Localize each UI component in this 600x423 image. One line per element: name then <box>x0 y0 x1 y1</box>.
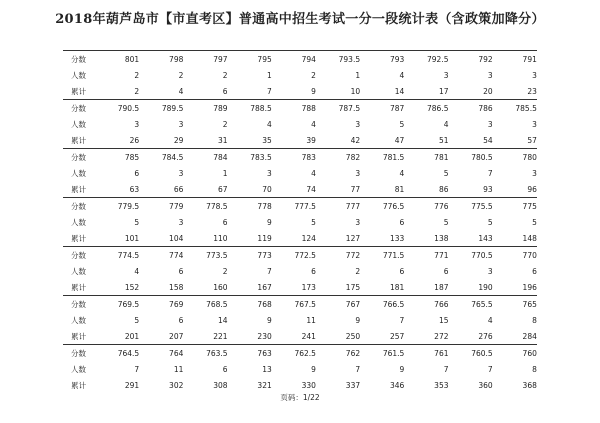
table-cell: 3 <box>178 168 184 178</box>
table-cell: 3 <box>134 119 140 129</box>
table-cell: 3 <box>532 119 537 129</box>
table-row-count <box>63 165 537 181</box>
table-cell: 201 <box>124 331 140 341</box>
table-cell: 786 <box>478 103 493 113</box>
table-cell: 4 <box>487 315 493 325</box>
table-cell: 769 <box>169 299 184 309</box>
table-row-score <box>63 100 537 116</box>
table-cell: 762.5 <box>294 348 316 358</box>
row-label: 人数 <box>71 364 86 374</box>
table-cell: 9 <box>355 315 361 325</box>
table-cell: 6 <box>532 266 537 276</box>
row-label: 分数 <box>71 250 86 260</box>
table-cell: 770.5 <box>471 250 493 260</box>
table-cell: 101 <box>124 233 140 243</box>
table-cell: 6 <box>311 266 316 276</box>
table-cell: 770 <box>522 250 537 260</box>
table-cell: 119 <box>257 233 272 243</box>
table-cell: 11 <box>173 364 184 374</box>
table-cell: 790.5 <box>117 103 140 113</box>
table-row-score <box>63 345 537 361</box>
table-cell: 767.5 <box>294 299 316 309</box>
table-cell: 771.5 <box>382 250 405 260</box>
table-cell: 766 <box>434 299 449 309</box>
table-cell: 6 <box>222 217 228 227</box>
table-cell: 181 <box>389 282 405 292</box>
table-cell: 4 <box>399 70 405 80</box>
table-cell: 9 <box>311 364 316 374</box>
table-cell: 779 <box>169 201 184 211</box>
table-row-count <box>63 312 537 328</box>
table-cell: 768.5 <box>206 299 228 309</box>
table-cell: 4 <box>266 119 272 129</box>
table-cell: 2 <box>134 86 140 96</box>
table-row-count <box>63 361 537 377</box>
table-row-cumulative <box>63 377 537 393</box>
table-cell: 2 <box>222 119 228 129</box>
table-cell: 104 <box>169 233 184 243</box>
table-cell: 8 <box>532 315 537 325</box>
table-cell: 773.5 <box>206 250 228 260</box>
table-cell: 110 <box>213 233 228 243</box>
table-cell: 767 <box>345 299 361 309</box>
table-cell: 792.5 <box>427 54 449 64</box>
table-cell: 764.5 <box>117 348 140 358</box>
table-cell: 776 <box>434 201 449 211</box>
table-block <box>63 148 537 197</box>
row-label: 人数 <box>71 119 86 129</box>
table-cell: 4 <box>399 168 405 178</box>
table-cell: 346 <box>389 380 405 390</box>
table-cell: 787.5 <box>338 103 361 113</box>
table-cell: 4 <box>443 119 449 129</box>
table-cell: 29 <box>173 135 184 145</box>
table-cell: 1 <box>355 70 361 80</box>
table-cell: 190 <box>478 282 493 292</box>
table-cell: 57 <box>527 135 537 145</box>
table-cell: 787 <box>389 103 405 113</box>
table-cell: 26 <box>129 135 140 145</box>
table-row-score <box>63 198 537 214</box>
table-cell: 788 <box>301 103 316 113</box>
table-cell: 13 <box>262 364 272 374</box>
table-cell: 791 <box>522 54 537 64</box>
table-cell: 31 <box>218 135 228 145</box>
table-cell: 781 <box>434 152 449 162</box>
table-row-cumulative <box>63 230 537 246</box>
table-cell: 786.5 <box>427 103 449 113</box>
table-cell: 2 <box>222 266 228 276</box>
table-cell: 777.5 <box>294 201 316 211</box>
table-cell: 6 <box>178 315 184 325</box>
table-cell: 124 <box>301 233 316 243</box>
table-cell: 793 <box>389 54 405 64</box>
table-cell: 158 <box>169 282 184 292</box>
table-cell: 7 <box>487 364 493 374</box>
table-cell: 797 <box>213 54 228 64</box>
table-cell: 769.5 <box>117 299 140 309</box>
table-cell: 775.5 <box>471 201 493 211</box>
table-cell: 2 <box>355 266 361 276</box>
table-cell: 782 <box>345 152 361 162</box>
table-cell: 14 <box>394 86 405 96</box>
row-label: 累计 <box>71 380 86 390</box>
table-cell: 15 <box>438 315 449 325</box>
table-row-count <box>63 116 537 132</box>
table-cell: 7 <box>355 364 361 374</box>
table-row-cumulative <box>63 181 537 197</box>
table-cell: 291 <box>124 380 140 390</box>
table-cell: 783.5 <box>250 152 272 162</box>
table-row-cumulative <box>63 328 537 344</box>
table-cell: 39 <box>306 135 316 145</box>
table-cell: 766.5 <box>382 299 405 309</box>
table-cell: 3 <box>532 168 537 178</box>
table-cell: 221 <box>213 331 228 341</box>
table-cell: 792 <box>478 54 493 64</box>
table-cell: 772 <box>345 250 361 260</box>
table-cell: 3 <box>355 119 361 129</box>
table-cell: 337 <box>345 380 361 390</box>
table-cell: 6 <box>222 364 228 374</box>
table-cell: 284 <box>522 331 537 341</box>
document-title: 2018年葫芦岛市【市直考区】普通高中招生考试一分一段统计表（含政策加降分） <box>55 12 545 27</box>
table-cell: 63 <box>129 184 140 194</box>
table-cell: 795 <box>257 54 272 64</box>
table-cell: 10 <box>350 86 361 96</box>
table-cell: 801 <box>124 54 140 64</box>
table-cell: 207 <box>169 331 184 341</box>
table-cell: 2 <box>222 70 228 80</box>
row-label: 人数 <box>71 217 86 227</box>
table-cell: 5 <box>134 217 140 227</box>
table-row-score <box>63 247 537 263</box>
table-cell: 3 <box>443 70 449 80</box>
table-cell: 20 <box>483 86 493 96</box>
table-cell: 330 <box>301 380 316 390</box>
table-cell: 7 <box>266 86 272 96</box>
table-row-count <box>63 214 537 230</box>
table-cell: 241 <box>301 331 316 341</box>
row-label: 累计 <box>71 233 86 243</box>
table-block <box>63 344 537 393</box>
table-cell: 5 <box>443 217 449 227</box>
row-label: 人数 <box>71 168 86 178</box>
table-cell: 302 <box>169 380 184 390</box>
row-label: 分数 <box>71 348 86 358</box>
table-cell: 774 <box>169 250 184 260</box>
table-cell: 762 <box>345 348 361 358</box>
row-label: 分数 <box>71 152 86 162</box>
table-cell: 5 <box>311 217 316 227</box>
table-cell: 6 <box>399 217 405 227</box>
table-cell: 5 <box>532 217 537 227</box>
table-cell: 785.5 <box>515 103 537 113</box>
table-cell: 54 <box>483 135 493 145</box>
table-cell: 67 <box>218 184 228 194</box>
table-cell: 152 <box>124 282 140 292</box>
table-cell: 7 <box>487 168 493 178</box>
table-cell: 4 <box>311 168 316 178</box>
table-cell: 23 <box>527 86 537 96</box>
table-cell: 74 <box>306 184 316 194</box>
table-cell: 2 <box>178 70 184 80</box>
table-cell: 9 <box>266 217 272 227</box>
table-cell: 6 <box>134 168 140 178</box>
table-cell: 93 <box>483 184 493 194</box>
table-cell: 760 <box>522 348 537 358</box>
table-cell: 778 <box>257 201 272 211</box>
table-cell: 763 <box>257 348 272 358</box>
table-cell: 3 <box>532 70 537 80</box>
table-cell: 777 <box>345 201 361 211</box>
table-cell: 353 <box>434 380 449 390</box>
table-cell: 196 <box>522 282 537 292</box>
table-block <box>63 50 537 99</box>
table-cell: 42 <box>350 135 361 145</box>
table-cell: 775 <box>522 201 537 211</box>
table-cell: 66 <box>173 184 184 194</box>
table-cell: 760.5 <box>471 348 493 358</box>
row-label: 分数 <box>71 103 86 113</box>
row-label: 累计 <box>71 331 86 341</box>
table-cell: 143 <box>478 233 493 243</box>
table-cell: 70 <box>262 184 272 194</box>
table-cell: 761.5 <box>382 348 405 358</box>
table-cell: 1 <box>266 70 272 80</box>
table-cell: 784 <box>213 152 228 162</box>
table-cell: 7 <box>399 315 405 325</box>
row-label: 人数 <box>71 266 86 276</box>
row-label: 分数 <box>71 54 86 64</box>
table-cell: 1 <box>222 168 228 178</box>
row-label: 累计 <box>71 135 86 145</box>
table-cell: 47 <box>394 135 405 145</box>
table-cell: 17 <box>438 86 449 96</box>
table-row-cumulative <box>63 279 537 295</box>
table-cell: 127 <box>345 233 361 243</box>
table-cell: 2 <box>134 70 140 80</box>
table-row-cumulative <box>63 83 537 99</box>
table-cell: 138 <box>434 233 449 243</box>
table-cell: 6 <box>178 266 184 276</box>
table-cell: 6 <box>443 266 449 276</box>
row-label: 人数 <box>71 70 86 80</box>
table-cell: 133 <box>389 233 405 243</box>
row-label: 人数 <box>71 315 86 325</box>
row-label: 累计 <box>71 86 86 96</box>
table-cell: 789.5 <box>161 103 184 113</box>
row-label: 累计 <box>71 184 86 194</box>
table-row-count <box>63 263 537 279</box>
table-cell: 9 <box>266 315 272 325</box>
table-cell: 765.5 <box>471 299 493 309</box>
table-cell: 14 <box>218 315 228 325</box>
table-cell: 187 <box>434 282 449 292</box>
table-cell: 11 <box>306 315 316 325</box>
table-cell: 7 <box>134 364 140 374</box>
table-cell: 6 <box>222 86 228 96</box>
row-label: 分数 <box>71 299 86 309</box>
table-cell: 272 <box>434 331 449 341</box>
table-cell: 788.5 <box>250 103 272 113</box>
table-cell: 793.5 <box>338 54 361 64</box>
table-cell: 779.5 <box>117 201 140 211</box>
table-cell: 81 <box>394 184 405 194</box>
table-cell: 3 <box>355 217 361 227</box>
table-cell: 368 <box>522 380 537 390</box>
table-cell: 250 <box>345 331 361 341</box>
table-cell: 5 <box>443 168 449 178</box>
table-cell: 5 <box>399 119 405 129</box>
table-row-score <box>63 149 537 165</box>
table-cell: 2 <box>311 70 316 80</box>
table-cell: 780.5 <box>471 152 493 162</box>
table-cell: 784.5 <box>161 152 184 162</box>
table-cell: 96 <box>527 184 537 194</box>
table-cell: 776.5 <box>382 201 405 211</box>
row-label: 分数 <box>71 201 86 211</box>
table-cell: 3 <box>178 217 184 227</box>
table-cell: 257 <box>389 331 405 341</box>
table-row-score <box>63 51 537 67</box>
table-cell: 781.5 <box>382 152 405 162</box>
page-number: 页码：1/22 <box>280 393 320 402</box>
table-cell: 774.5 <box>117 250 140 260</box>
table-cell: 51 <box>438 135 449 145</box>
table-cell: 765 <box>522 299 537 309</box>
table-row-count <box>63 67 537 83</box>
table-cell: 3 <box>487 70 493 80</box>
table-cell: 5 <box>487 217 493 227</box>
table-block <box>63 99 537 148</box>
table-cell: 763.5 <box>206 348 228 358</box>
table-cell: 276 <box>478 331 493 341</box>
table-cell: 148 <box>522 233 537 243</box>
table-cell: 7 <box>443 364 449 374</box>
table-cell: 160 <box>213 282 228 292</box>
table-cell: 167 <box>257 282 272 292</box>
table-cell: 9 <box>311 86 316 96</box>
table-cell: 360 <box>478 380 493 390</box>
table-cell: 77 <box>350 184 361 194</box>
table-cell: 780 <box>522 152 537 162</box>
table-cell: 9 <box>399 364 405 374</box>
table-cell: 772.5 <box>294 250 316 260</box>
table-cell: 308 <box>213 380 228 390</box>
table-cell: 230 <box>257 331 272 341</box>
table-cell: 798 <box>169 54 184 64</box>
score-distribution-table <box>63 50 537 393</box>
table-cell: 3 <box>178 119 184 129</box>
table-cell: 771 <box>434 250 449 260</box>
table-block <box>63 295 537 344</box>
table-cell: 3 <box>266 168 272 178</box>
table-cell: 175 <box>345 282 361 292</box>
table-cell: 35 <box>262 135 272 145</box>
table-cell: 794 <box>301 54 316 64</box>
table-cell: 4 <box>311 119 316 129</box>
table-block <box>63 246 537 295</box>
table-cell: 7 <box>266 266 272 276</box>
table-cell: 785 <box>124 152 140 162</box>
table-cell: 6 <box>399 266 405 276</box>
table-cell: 768 <box>257 299 272 309</box>
table-cell: 789 <box>213 103 228 113</box>
table-cell: 761 <box>434 348 449 358</box>
table-cell: 773 <box>257 250 272 260</box>
table-cell: 5 <box>134 315 140 325</box>
table-cell: 321 <box>257 380 272 390</box>
table-row-cumulative <box>63 132 537 148</box>
table-cell: 764 <box>169 348 184 358</box>
table-cell: 3 <box>355 168 361 178</box>
table-cell: 783 <box>301 152 316 162</box>
table-cell: 3 <box>487 266 493 276</box>
table-cell: 778.5 <box>206 201 228 211</box>
table-cell: 3 <box>487 119 493 129</box>
table-cell: 4 <box>178 86 184 96</box>
row-label: 累计 <box>71 282 86 292</box>
table-row-score <box>63 296 537 312</box>
table-cell: 4 <box>134 266 140 276</box>
table-block <box>63 197 537 246</box>
table-cell: 86 <box>438 184 449 194</box>
table-cell: 173 <box>301 282 316 292</box>
table-cell: 8 <box>532 364 537 374</box>
